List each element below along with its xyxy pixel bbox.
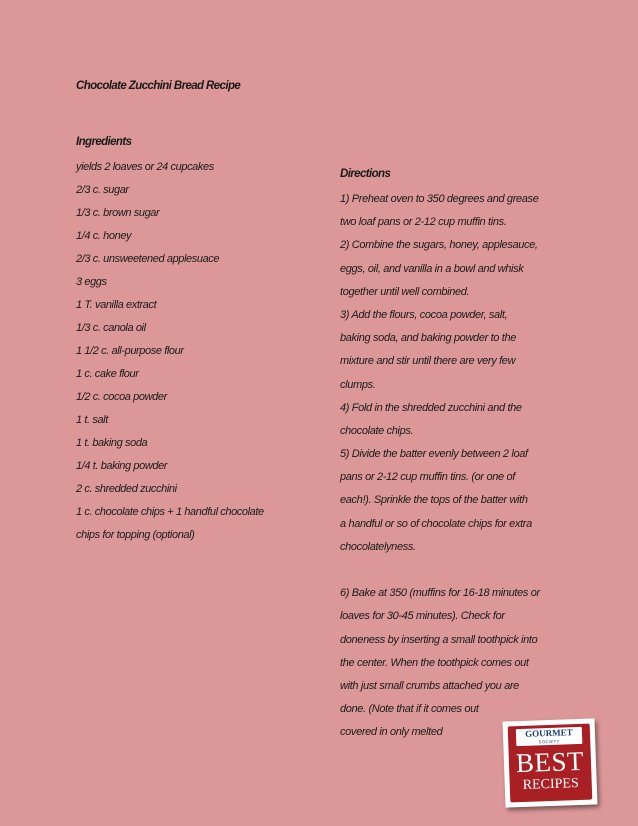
logo-badge	[508, 724, 593, 803]
direction-line: 3) Add the flours, cocoa powder, salt,	[340, 308, 508, 321]
direction-line: each!). Sprinkle the tops of the batter with	[340, 494, 528, 507]
logo-brand-strip	[516, 727, 583, 746]
logo-brand-text: GOURMET	[525, 727, 573, 739]
direction-line: 5) Divide the batter evenly between 2 loaf	[340, 448, 528, 461]
ingredient-item: 2 c. shredded zucchini	[76, 483, 177, 495]
direction-line: together until well combined.	[340, 285, 470, 298]
direction-line: 1) Preheat oven to 350 degrees and grease	[340, 193, 539, 205]
ingredient-item: 1/2 c. cocoa powder	[76, 391, 167, 403]
direction-line: loaves for 30-45 minutes). Check for	[340, 610, 505, 623]
ingredient-item: 1 t. baking soda	[76, 437, 148, 449]
ingredient-item: 1/3 c. brown sugar	[76, 207, 160, 219]
direction-line: 6) Bake at 350 (muffins for 16-18 minutes or	[340, 587, 540, 600]
direction-line: a handful or so of chocolate chips for extra	[340, 517, 532, 530]
direction-spacer	[340, 559, 590, 582]
directions-heading: Directions	[340, 168, 391, 180]
direction-line: mixture and stir until there are very few	[340, 355, 516, 368]
ingredient-item: 1 c. chocolate chips + 1 handful chocolate	[76, 506, 264, 518]
recipe-title: Chocolate Zucchini Bread Recipe	[76, 80, 241, 92]
ingredient-item: chips for topping (optional)	[76, 529, 195, 541]
direction-line: doneness by inserting a small toothpick into	[340, 633, 538, 646]
ingredient-item: 1 1/2 c. all-purpose flour	[76, 345, 184, 357]
direction-line: two loaf pans or 2-12 cup muffin tins.	[340, 216, 507, 229]
ingredient-item: 2/3 c. unsweetened applesuace	[76, 253, 220, 265]
ingredients-list	[76, 156, 316, 547]
best-recipes-logo	[503, 718, 598, 807]
direction-line: with just small crumbs attached you are	[340, 679, 519, 692]
ingredient-item: 1 t. salt	[76, 414, 108, 426]
ingredient-item: 1 T. vanilla extract	[76, 299, 157, 311]
ingredient-item: 3 eggs	[76, 276, 107, 288]
direction-line: clumps.	[340, 378, 376, 391]
directions-text	[340, 188, 590, 745]
logo-recipes-text: RECIPES	[522, 776, 579, 793]
direction-line: done. (Note that if it comes out	[340, 703, 479, 716]
direction-line: pans or 2-12 cup muffin tins. (or one of	[340, 471, 515, 484]
ingredients-heading: Ingredients	[76, 136, 132, 148]
direction-line: chocolate chips.	[340, 424, 414, 437]
direction-line: covered in only melted	[340, 726, 443, 739]
direction-line: chocolatelyness.	[340, 540, 416, 553]
ingredient-item: 2/3 c. sugar	[76, 184, 129, 196]
direction-line: eggs, oil, and vanilla in a bowl and whisk	[340, 262, 524, 275]
ingredient-item: 1/4 t. baking powder	[76, 460, 168, 472]
direction-line: the center. When the toothpick comes out	[340, 656, 529, 669]
logo-tagline-text: SOCIETY	[538, 738, 560, 745]
ingredient-item: 1/4 c. honey	[76, 230, 132, 242]
direction-line: baking soda, and baking powder to the	[340, 332, 517, 345]
direction-line: 4) Fold in the shredded zucchini and the	[340, 401, 522, 414]
logo-best-text: BEST	[515, 745, 585, 779]
ingredient-item: yields 2 loaves or 24 cupcakes	[76, 161, 214, 173]
ingredient-item: 1 c. cake flour	[76, 368, 139, 380]
ingredient-item: 1/3 c. canola oil	[76, 322, 146, 334]
direction-line: 2) Combine the sugars, honey, applesauce,	[340, 239, 538, 252]
